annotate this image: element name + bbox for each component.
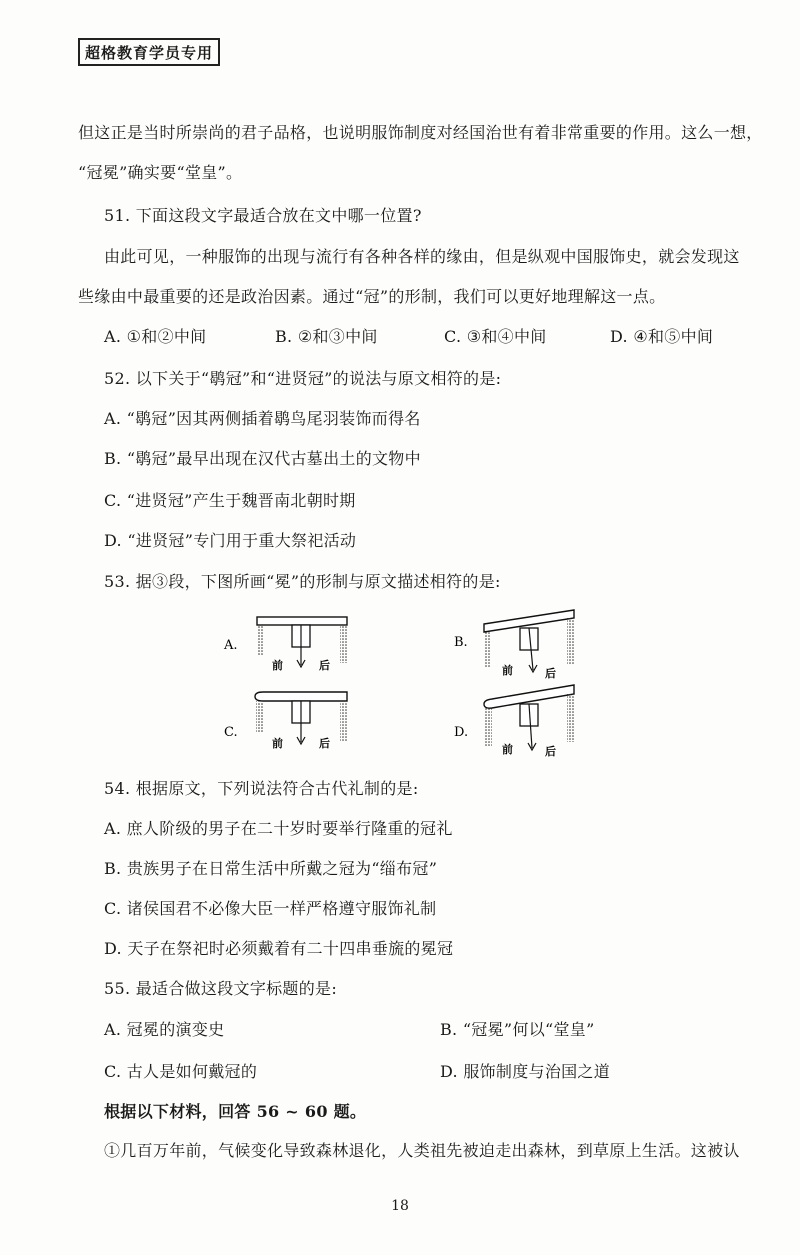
intro-line-1: 但这正是当时所崇尚的君子品格，也说明服饰制度对经国治世有着非常重要的作用。这么一想， [78, 123, 763, 142]
q51-stem: 51. 下面这段文字最适合放在文中哪一位置? [104, 206, 422, 225]
figure-b-left-tassels [484, 632, 491, 668]
figure-a-right-tassels [340, 625, 347, 663]
intro-line-2: “冠冕”确实要“堂皇”。 [78, 163, 243, 182]
q55-option-a: A. 冠冕的演变史 [104, 1020, 225, 1039]
figure-d-left-tassels [485, 708, 492, 746]
figure-a [222, 605, 362, 675]
q52-stem: 52. 以下关于“鹖冠”和“进贤冠”的说法与原文相符的是: [104, 369, 502, 388]
q51-passage-line-1: 由此可见，一种服饰的出现与流行有各种各样的缘由，但是纵观中国服饰史，就会发现这 [104, 247, 740, 266]
figure-c-left-tassels [256, 701, 263, 733]
figure-a-front-label: 前 [272, 659, 283, 672]
figure-b-front-label: 前 [502, 664, 513, 677]
q55-option-c: C. 古人是如何戴冠的 [104, 1062, 258, 1081]
material-line-1: ①几百万年前，气候变化导致森林退化，人类祖先被迫走出森林，到草原上生活。这被认 [104, 1141, 740, 1160]
q55-option-d: D. 服饰制度与治国之道 [440, 1062, 611, 1081]
q55-stem: 55. 最适合做这段文字标题的是: [104, 979, 338, 998]
figure-c-right-tassels [340, 701, 347, 741]
figure-a-left-tassels [257, 625, 264, 655]
figure-b-right-tassels [567, 618, 574, 664]
q51-option-b: B. ②和③中间 [275, 327, 378, 346]
figure-b-back-label: 后 [545, 667, 556, 680]
figure-a-board [257, 617, 347, 625]
section-heading: 根据以下材料，回答 56 ~ 60 题。 [104, 1102, 367, 1121]
q54-option-c: C. 诸侯国君不必像大臣一样严格遵守服饰礼制 [104, 899, 437, 918]
q52-option-a: A. “鹖冠”因其两侧插着鹖鸟尾羽装饰而得名 [104, 409, 421, 428]
q52-option-c: C. “进贤冠”产生于魏晋南北朝时期 [104, 491, 356, 510]
header-badge: 超格教育学员专用 [78, 38, 220, 66]
q51-passage-line-2: 些缘由中最重要的还是政治因素。通过“冠”的形制，我们可以更好地理解这一点。 [78, 287, 666, 306]
figure-c-board [255, 692, 347, 701]
figure-d-letter: D. [454, 725, 469, 740]
figure-d [452, 678, 592, 758]
figure-d-front-label: 前 [502, 743, 513, 756]
q53-stem: 53. 据③段，下图所画“冕”的形制与原文描述相符的是: [104, 572, 501, 591]
q54-option-b: B. 贵族男子在日常生活中所戴之冠为“缁布冠” [104, 859, 438, 878]
page-number: 18 [391, 1198, 409, 1214]
q52-option-b: B. “鹖冠”最早出现在汉代古墓出土的文物中 [104, 449, 421, 468]
q54-stem: 54. 根据原文，下列说法符合古代礼制的是: [104, 779, 419, 798]
figure-c-front-label: 前 [272, 737, 283, 750]
figure-b [452, 602, 592, 680]
q51-option-d: D. ④和⑤中间 [610, 327, 714, 346]
figure-c [222, 682, 362, 754]
q54-option-d: D. 天子在祭祀时必须戴着有二十四串垂旒的冕冠 [104, 939, 454, 958]
q55-option-b: B. “冠冕”何以“堂皇” [440, 1020, 595, 1039]
figure-d-right-tassels [567, 694, 574, 742]
figure-a-letter: A. [224, 638, 238, 653]
figure-c-letter: C. [224, 725, 238, 740]
figure-b-letter: B. [454, 635, 468, 650]
figure-c-back-label: 后 [319, 737, 330, 750]
q51-option-a: A. ①和②中间 [104, 327, 207, 346]
q52-option-d: D. “进贤冠”专门用于重大祭祀活动 [104, 531, 357, 550]
q51-option-c: C. ③和④中间 [444, 327, 547, 346]
figure-d-back-label: 后 [545, 745, 556, 758]
q54-option-a: A. 庶人阶级的男子在二十岁时要举行隆重的冠礼 [104, 819, 453, 838]
figure-a-back-label: 后 [319, 659, 330, 672]
